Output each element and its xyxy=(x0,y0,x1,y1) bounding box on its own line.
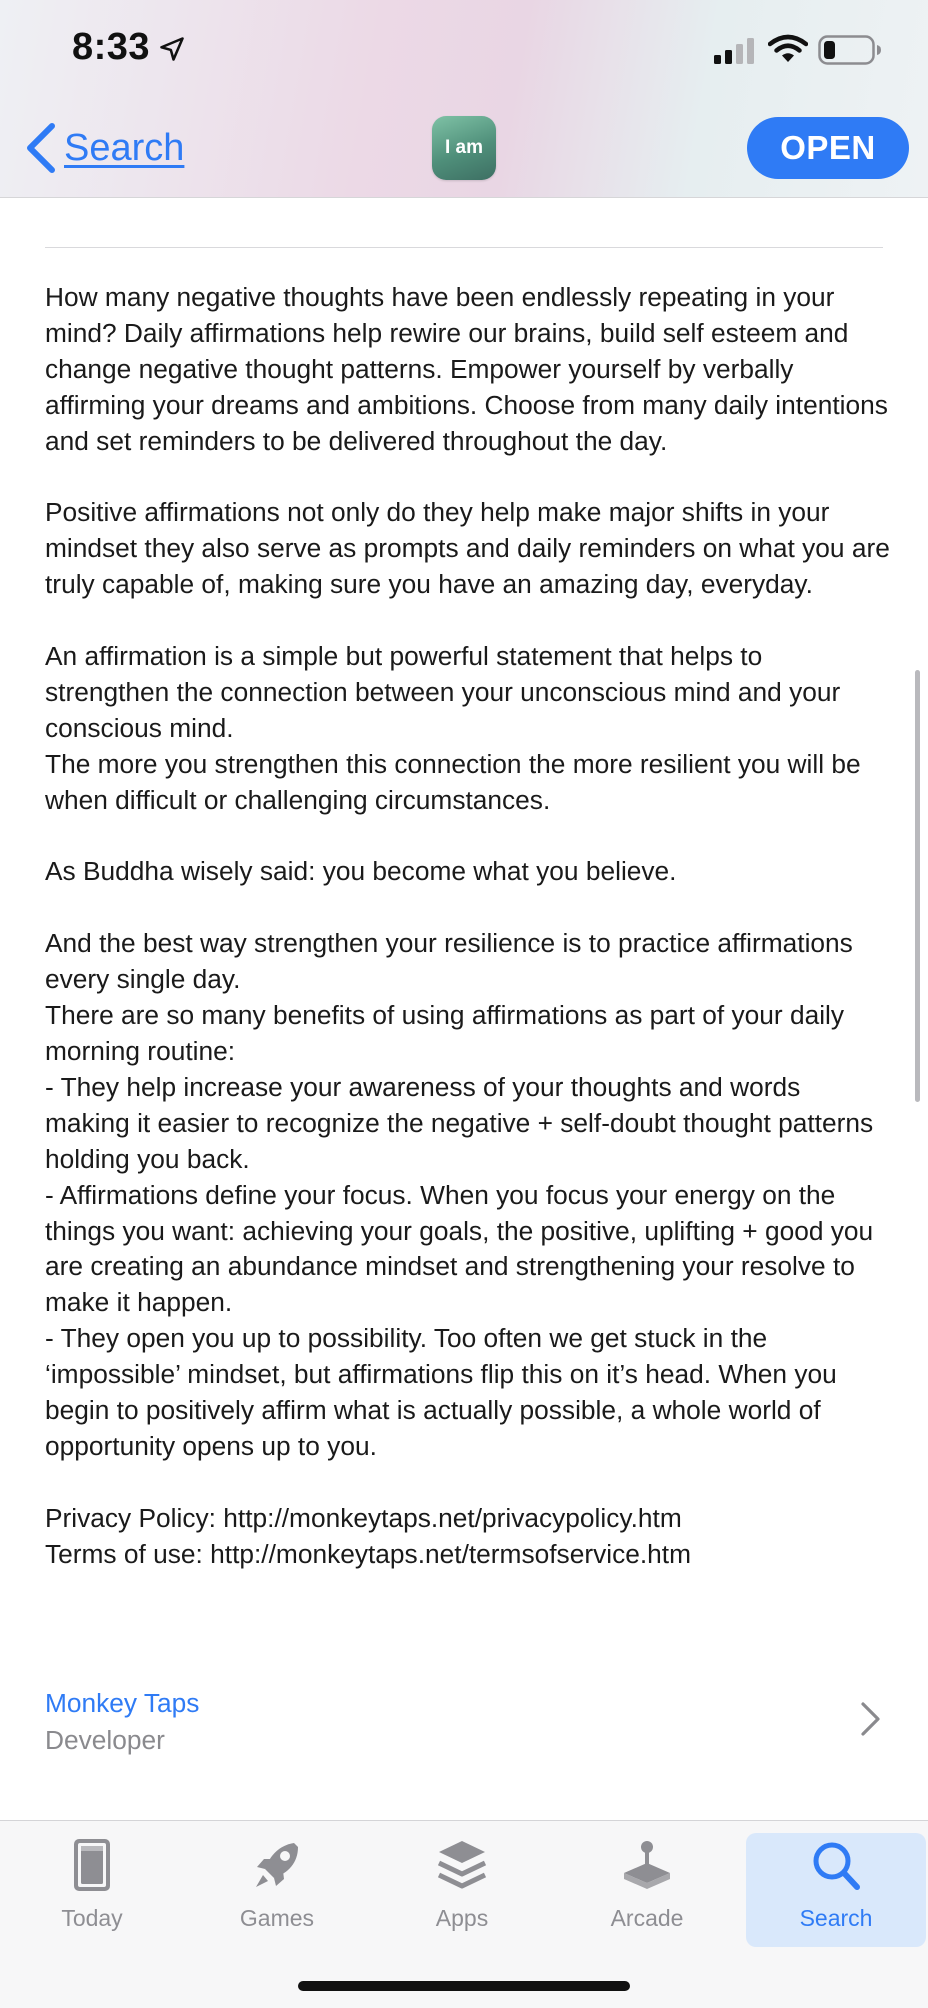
chevron-left-icon xyxy=(24,122,58,174)
chevron-right-icon xyxy=(859,1700,883,1738)
battery-icon xyxy=(818,34,882,66)
section-divider xyxy=(45,247,883,248)
games-rocket-icon xyxy=(250,1837,304,1895)
tab-apps[interactable] xyxy=(372,1833,552,1947)
tab-games[interactable] xyxy=(187,1833,367,1947)
tab-label: Today xyxy=(61,1905,123,1931)
tab-arcade[interactable] xyxy=(557,1833,737,1947)
tab-today[interactable] xyxy=(2,1833,182,1947)
description-paragraph: How many negative thoughts have been endlessly repeating in your mind? Daily affirmations help rewire our brains, build self esteem and change negative thought patterns. Empower yourself by verbally affirming your dreams and ambitions. Choose from many daily intentions and set reminders to be delivered throughout the day. xyxy=(45,282,888,456)
tab-label: Apps xyxy=(435,1905,489,1931)
today-icon xyxy=(65,1837,119,1895)
navigation-header xyxy=(0,0,928,198)
developer-name: Monkey Taps xyxy=(45,1688,200,1718)
back-button[interactable] xyxy=(24,118,184,178)
tab-label: Arcade xyxy=(610,1905,684,1931)
open-button[interactable]: OPEN xyxy=(747,117,909,179)
wifi-icon xyxy=(768,34,808,64)
tab-label: Search xyxy=(799,1905,873,1931)
developer-link[interactable] xyxy=(45,1688,883,1768)
description-paragraph: As Buddha wisely said: you become what you believe. xyxy=(45,856,677,887)
tab-label: Games xyxy=(239,1905,315,1931)
status-time: 8:33 xyxy=(72,26,151,68)
tab-search[interactable] xyxy=(746,1833,926,1947)
home-indicator xyxy=(298,1981,630,1991)
back-label: Search xyxy=(64,126,185,169)
scrollbar[interactable] xyxy=(915,670,920,1102)
developer-caption: Developer xyxy=(45,1725,165,1755)
tab-bar xyxy=(0,1820,928,2008)
app-description xyxy=(45,280,890,1573)
location-arrow-icon xyxy=(158,35,186,63)
description-paragraph: And the best way strengthen your resilience is to practice affirmations every single day. There are so many benefits of using affirmations as part of your daily morning routine: - They help increase your awareness of your thoughts and words making it easier to recognize the negative + self-doubt thought patterns holding you back. - Affirmations define your focus. When you focus your energy on the things you want: achieving your goals, the positive, uplifting + good you are creating an abundance mindset and strengthening your resolve to make it happen. - They open you up to possibility. Too often we get stuck in the ‘impossible’ mindset, but affirmations flip this on it’s head. When you begin to positively affirm what is actually possible, a whole world of opportunity opens up to you. xyxy=(45,928,874,1461)
legal-links[interactable]: Privacy Policy: http://monkeytaps.net/privacypolicy.htm Terms of use: http://monkeytaps.net/termsofservice.htm xyxy=(45,1502,691,1569)
search-icon xyxy=(809,1837,863,1895)
description-paragraph: An affirmation is a simple but powerful statement that helps to strengthen the connection between your unconscious mind and your conscious mind. The more you strengthen this connection the more resilient you will be when difficult or challenging circumstances. xyxy=(45,641,861,815)
description-paragraph: Positive affirmations not only do they help make major shifts in your mindset they also serve as prompts and daily reminders on what you are truly capable of, making sure you have an amazing day, everyday. xyxy=(45,497,890,600)
apps-stack-icon xyxy=(435,1837,489,1895)
arcade-joystick-icon xyxy=(620,1837,674,1895)
app-icon: I am xyxy=(432,116,496,180)
cellular-signal-icon xyxy=(714,38,758,64)
